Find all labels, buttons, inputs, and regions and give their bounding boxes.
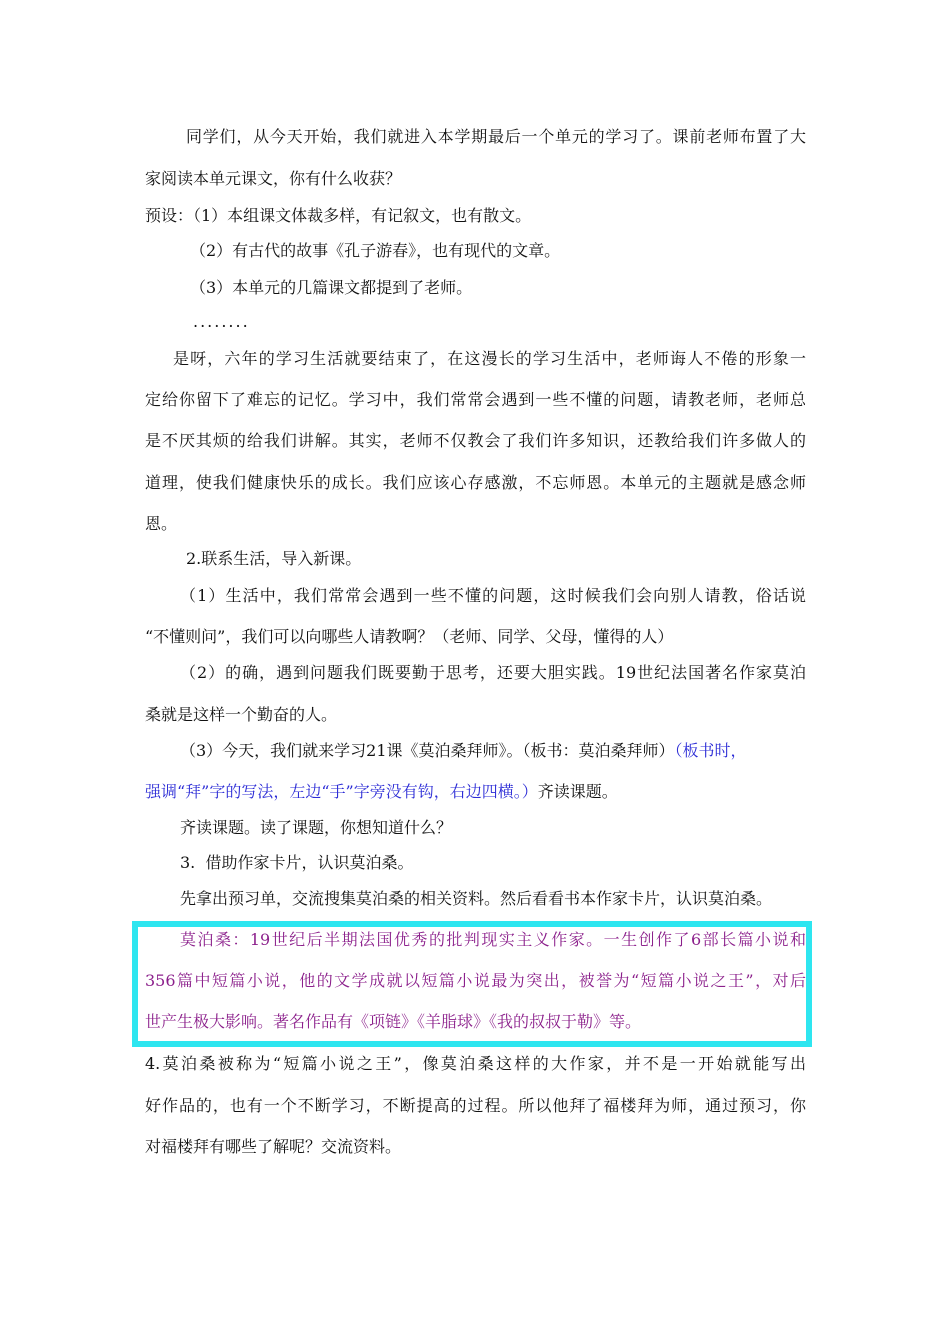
- question-line: 齐读课题。读了课题，你想知道什么？: [180, 818, 453, 837]
- theme-line-3: 是不厌其烦的给我们讲解。其实，老师不仅教会了我们许多知识，还教给我们许多做人的: [145, 431, 806, 450]
- theme-line-5: 恩。: [145, 514, 178, 533]
- section-2-item-2-line-1: （2）的确，遇到问题我们既要勤于思考，还要大胆实践。19世纪法国著名作家莫泊: [180, 663, 806, 682]
- theme-line-4: 道理，使我们健康快乐的成长。我们应该心存感激，不忘师恩。本单元的主题就是感念师: [145, 473, 806, 492]
- section-2-item-3-line-2: [145, 782, 618, 802]
- preset-2: （2）有古代的故事《孔子游春》，也有现代的文章。: [190, 241, 561, 260]
- board-note-end: 强调“拜”字的写法，左边“手”字旁没有钩，右边四横。）: [145, 782, 538, 801]
- section-3-title: 3. 借助作家卡片，认识莫泊桑。: [180, 853, 414, 872]
- author-card-line-1: 莫泊桑：19世纪后半期法国优秀的批判现实主义作家。一生创作了6部长篇小说和: [180, 930, 806, 949]
- section-4-line-2: 好作品的，也有一个不断学习，不断提高的过程。所以他拜了福楼拜为师，通过预习，你: [145, 1096, 806, 1115]
- read-title-text: 齐读课题。: [537, 782, 618, 801]
- section-2-item-1-line-2: “不懂则问”，我们可以向哪些人请教啊？（老师、同学、父母，懂得的人）: [145, 627, 674, 646]
- section-2-item-3-text: （3）今天，我们就来学习21课《莫泊桑拜师》。（板书：莫泊桑拜师）: [180, 741, 675, 760]
- author-card-line-2: 356篇中短篇小说，他的文学成就以短篇小说最为突出，被誉为“短篇小说之王”，对后: [145, 971, 806, 990]
- intro-line-2: 家阅读本单元课文，你有什么收获？: [145, 169, 402, 188]
- section-3-instruction: 先拿出预习单，交流搜集莫泊桑的相关资料。然后看看书本作家卡片，认识莫泊桑。: [180, 889, 773, 908]
- preset-3: （3）本单元的几篇课文都提到了老师。: [190, 278, 473, 297]
- board-note-start: （板书时，: [674, 741, 747, 760]
- author-card-line-3: 世产生极大影响。著名作品有《项链》《羊脂球》《我的叔叔于勒》等。: [145, 1012, 642, 1031]
- section-2-title: 2.联系生活，导入新课。: [186, 549, 362, 568]
- section-2-item-3-line-1: [180, 741, 747, 761]
- section-2-item-1-line-1: （1）生活中，我们常常会遇到一些不懂的问题，这时候我们会向别人请教，俗话说: [180, 586, 806, 605]
- ellipsis-dots: ........: [193, 312, 250, 331]
- preset-1: 预设：（1）本组课文体裁多样，有记叙文，也有散文。: [145, 206, 532, 225]
- section-2-item-2-line-2: 桑就是这样一个勤奋的人。: [145, 705, 338, 724]
- intro-line-1: 同学们，从今天开始，我们就进入本学期最后一个单元的学习了。课前老师布置了大: [186, 127, 806, 146]
- section-4-line-1: 4.莫泊桑被称为“短篇小说之王”，像莫泊桑这样的大作家，并不是一开始就能写出: [145, 1054, 806, 1073]
- theme-line-1: 是呀，六年的学习生活就要结束了，在这漫长的学习生活中，老师诲人不倦的形象一: [173, 349, 806, 368]
- section-4-line-3: 对福楼拜有哪些了解呢？交流资料。: [145, 1137, 402, 1156]
- theme-line-2: 定给你留下了难忘的记忆。学习中，我们常常会遇到一些不懂的问题，请教老师，老师总: [145, 390, 806, 409]
